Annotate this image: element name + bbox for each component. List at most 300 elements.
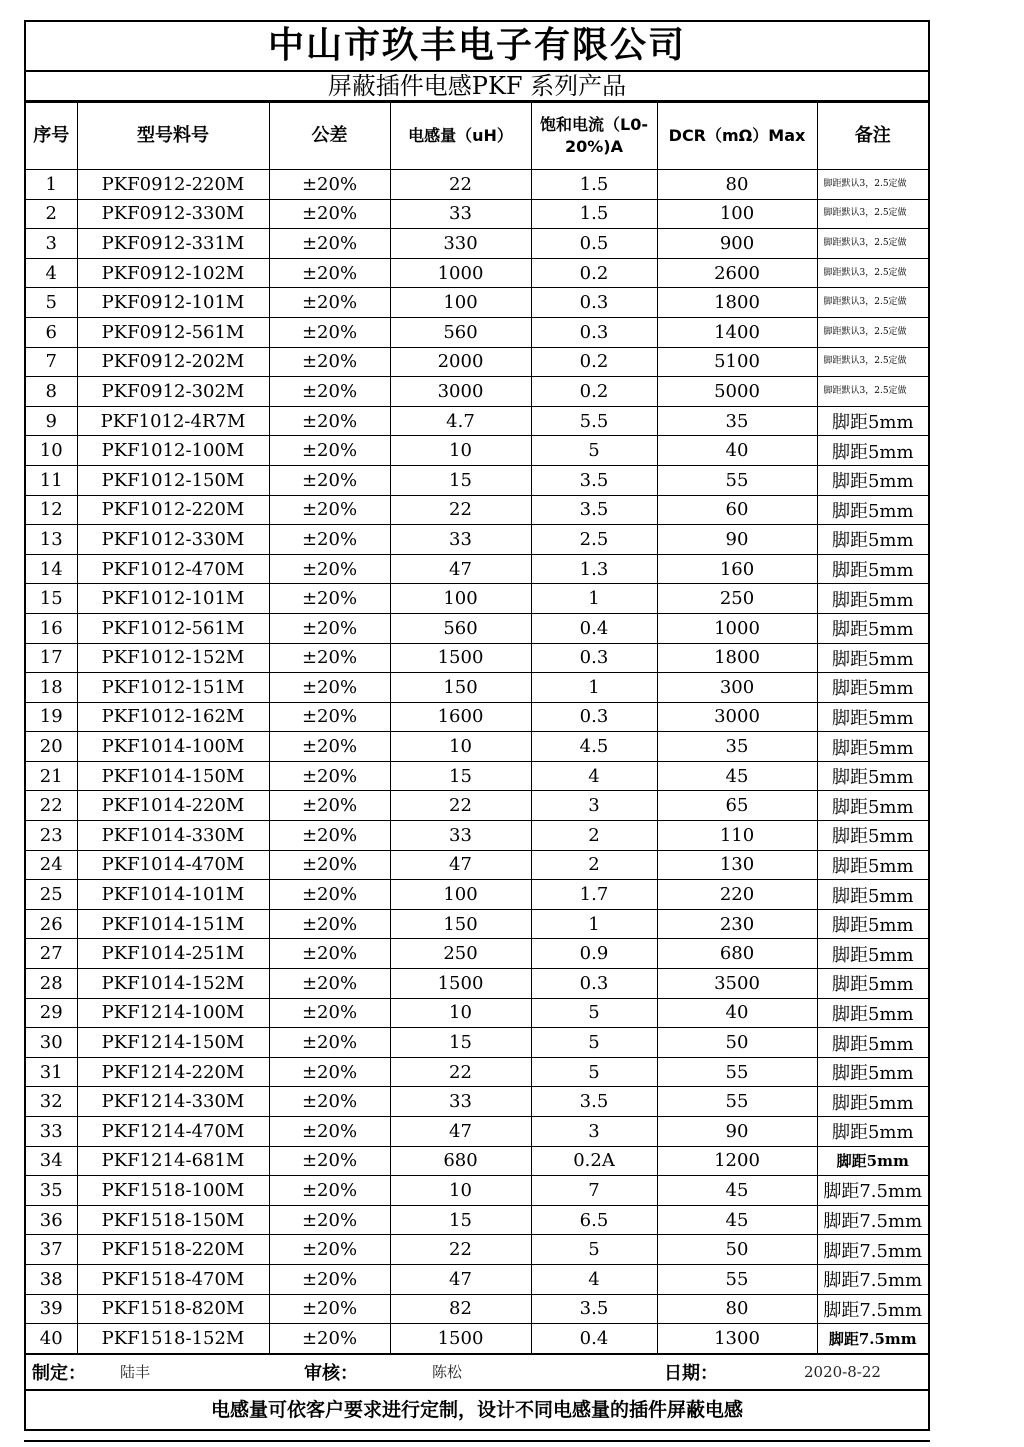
cell-part-number: PKF1014-150M bbox=[77, 761, 269, 791]
cell-part-number: PKF1012-4R7M bbox=[77, 406, 269, 436]
cell-row-number: 19 bbox=[26, 702, 77, 732]
cell-inductance: 150 bbox=[390, 673, 531, 703]
cell-part-number: PKF1014-251M bbox=[77, 939, 269, 969]
cell-saturation-current: 4 bbox=[531, 1264, 657, 1294]
header-part: 型号料号 bbox=[77, 103, 269, 170]
customization-note: 电感量可依客户要求进行定制，设计不同电感量的插件屏蔽电感 bbox=[26, 1391, 928, 1431]
cell-part-number: PKF1214-681M bbox=[77, 1146, 269, 1176]
cell-saturation-current: 0.3 bbox=[531, 643, 657, 673]
cell-tolerance: ±20% bbox=[269, 732, 390, 762]
cell-inductance: 47 bbox=[390, 1264, 531, 1294]
cell-inductance: 33 bbox=[390, 1087, 531, 1117]
header-no: 序号 bbox=[26, 103, 77, 170]
cell-inductance: 10 bbox=[390, 436, 531, 466]
cell-inductance: 47 bbox=[390, 1117, 531, 1147]
cell-inductance: 100 bbox=[390, 880, 531, 910]
cell-row-number: 4 bbox=[26, 258, 77, 288]
cell-row-number: 34 bbox=[26, 1146, 77, 1176]
cell-saturation-current: 1.7 bbox=[531, 880, 657, 910]
cell-saturation-current: 0.2 bbox=[531, 347, 657, 377]
table-row bbox=[26, 1235, 928, 1265]
cell-row-number: 36 bbox=[26, 1205, 77, 1235]
cell-saturation-current: 5 bbox=[531, 998, 657, 1028]
cell-row-number: 7 bbox=[26, 347, 77, 377]
cell-tolerance: ±20% bbox=[269, 1176, 390, 1206]
cell-tolerance: ±20% bbox=[269, 377, 390, 407]
cell-tolerance: ±20% bbox=[269, 1324, 390, 1354]
made-by-value: 陆丰 bbox=[120, 1363, 151, 1382]
cell-tolerance: ±20% bbox=[269, 909, 390, 939]
cell-row-number: 37 bbox=[26, 1235, 77, 1265]
table-row bbox=[26, 525, 928, 555]
cell-dcr-max: 1200 bbox=[657, 1146, 817, 1176]
cell-note: 脚距5mm bbox=[817, 909, 928, 939]
cell-inductance: 15 bbox=[390, 465, 531, 495]
table-row bbox=[26, 377, 928, 407]
cell-saturation-current: 3 bbox=[531, 1117, 657, 1147]
table-row bbox=[26, 761, 928, 791]
header-inductance: 电感量（uH） bbox=[390, 103, 531, 170]
table-row bbox=[26, 465, 928, 495]
cell-note: 脚距5mm bbox=[817, 998, 928, 1028]
cell-inductance: 560 bbox=[390, 613, 531, 643]
cell-part-number: PKF1012-152M bbox=[77, 643, 269, 673]
cell-note: 脚距5mm bbox=[817, 880, 928, 910]
cell-inductance: 3000 bbox=[390, 377, 531, 407]
cell-note: 脚距5mm bbox=[817, 761, 928, 791]
cell-dcr-max: 3000 bbox=[657, 702, 817, 732]
header-saturation-current: 饱和电流（L0-20%)A bbox=[531, 103, 657, 170]
cell-tolerance: ±20% bbox=[269, 584, 390, 614]
cell-tolerance: ±20% bbox=[269, 702, 390, 732]
cell-inductance: 47 bbox=[390, 554, 531, 584]
reviewed-by-value: 陈松 bbox=[432, 1363, 463, 1382]
cell-tolerance: ±20% bbox=[269, 406, 390, 436]
cell-part-number: PKF1214-220M bbox=[77, 1057, 269, 1087]
cell-inductance: 1000 bbox=[390, 258, 531, 288]
cell-dcr-max: 90 bbox=[657, 1117, 817, 1147]
cell-part-number: PKF0912-330M bbox=[77, 199, 269, 229]
cell-dcr-max: 100 bbox=[657, 199, 817, 229]
cell-dcr-max: 900 bbox=[657, 229, 817, 259]
cell-part-number: PKF1014-330M bbox=[77, 821, 269, 851]
cell-saturation-current: 0.3 bbox=[531, 288, 657, 318]
cell-part-number: PKF1012-101M bbox=[77, 584, 269, 614]
cell-part-number: PKF1518-152M bbox=[77, 1324, 269, 1354]
cell-tolerance: ±20% bbox=[269, 1294, 390, 1324]
cell-saturation-current: 0.4 bbox=[531, 1324, 657, 1354]
cell-dcr-max: 80 bbox=[657, 170, 817, 200]
cell-saturation-current: 3.5 bbox=[531, 1294, 657, 1324]
cell-row-number: 20 bbox=[26, 732, 77, 762]
cell-part-number: PKF1214-330M bbox=[77, 1087, 269, 1117]
cell-row-number: 10 bbox=[26, 436, 77, 466]
cell-tolerance: ±20% bbox=[269, 1117, 390, 1147]
cell-dcr-max: 1400 bbox=[657, 317, 817, 347]
cell-tolerance: ±20% bbox=[269, 347, 390, 377]
cell-row-number: 33 bbox=[26, 1117, 77, 1147]
cell-note: 脚距5mm bbox=[817, 791, 928, 821]
table-row bbox=[26, 998, 928, 1028]
cell-tolerance: ±20% bbox=[269, 1235, 390, 1265]
cell-dcr-max: 50 bbox=[657, 1028, 817, 1058]
cell-saturation-current: 6.5 bbox=[531, 1205, 657, 1235]
cell-tolerance: ±20% bbox=[269, 761, 390, 791]
cell-inductance: 2000 bbox=[390, 347, 531, 377]
cell-part-number: PKF1014-101M bbox=[77, 880, 269, 910]
table-row bbox=[26, 229, 928, 259]
cell-note: 脚距7.5mm bbox=[817, 1294, 928, 1324]
cell-note: 脚距5mm bbox=[817, 969, 928, 999]
made-by-label: 制定： bbox=[32, 1362, 86, 1384]
cell-part-number: PKF1214-470M bbox=[77, 1117, 269, 1147]
cell-inductance: 22 bbox=[390, 1057, 531, 1087]
table-row bbox=[26, 791, 928, 821]
cell-inductance: 4.7 bbox=[390, 406, 531, 436]
cell-saturation-current: 3.5 bbox=[531, 495, 657, 525]
cell-dcr-max: 55 bbox=[657, 1087, 817, 1117]
cell-part-number: PKF1518-470M bbox=[77, 1264, 269, 1294]
cell-inductance: 15 bbox=[390, 761, 531, 791]
cell-note: 脚距7.5mm bbox=[817, 1176, 928, 1206]
cell-saturation-current: 0.5 bbox=[531, 229, 657, 259]
cell-note: 脚距默认3，2.5定做 bbox=[817, 377, 928, 407]
cell-part-number: PKF1012-470M bbox=[77, 554, 269, 584]
company-title: 中山市玖丰电子有限公司 bbox=[26, 22, 928, 72]
table-row bbox=[26, 317, 928, 347]
cell-part-number: PKF0912-102M bbox=[77, 258, 269, 288]
table-row bbox=[26, 821, 928, 851]
cell-dcr-max: 110 bbox=[657, 821, 817, 851]
cell-row-number: 25 bbox=[26, 880, 77, 910]
cell-row-number: 24 bbox=[26, 850, 77, 880]
cell-row-number: 30 bbox=[26, 1028, 77, 1058]
spec-sheet bbox=[24, 20, 930, 1431]
cell-tolerance: ±20% bbox=[269, 880, 390, 910]
cell-inductance: 1500 bbox=[390, 969, 531, 999]
cell-saturation-current: 1.5 bbox=[531, 170, 657, 200]
cell-part-number: PKF1518-220M bbox=[77, 1235, 269, 1265]
cell-note: 脚距5mm bbox=[817, 821, 928, 851]
cell-note: 脚距默认3，2.5定做 bbox=[817, 347, 928, 377]
table-row bbox=[26, 170, 928, 200]
cell-note: 脚距5mm bbox=[817, 554, 928, 584]
cell-part-number: PKF1012-151M bbox=[77, 673, 269, 703]
table-row bbox=[26, 1176, 928, 1206]
cell-saturation-current: 4 bbox=[531, 761, 657, 791]
cell-inductance: 250 bbox=[390, 939, 531, 969]
cell-row-number: 29 bbox=[26, 998, 77, 1028]
table-row bbox=[26, 347, 928, 377]
cell-tolerance: ±20% bbox=[269, 1205, 390, 1235]
cell-tolerance: ±20% bbox=[269, 791, 390, 821]
cell-part-number: PKF1012-150M bbox=[77, 465, 269, 495]
cell-tolerance: ±20% bbox=[269, 317, 390, 347]
cell-row-number: 16 bbox=[26, 613, 77, 643]
cell-inductance: 47 bbox=[390, 850, 531, 880]
cell-dcr-max: 130 bbox=[657, 850, 817, 880]
cell-note: 脚距默认3，2.5定做 bbox=[817, 229, 928, 259]
cell-part-number: PKF0912-302M bbox=[77, 377, 269, 407]
cell-note: 脚距7.5mm bbox=[817, 1205, 928, 1235]
cell-inductance: 680 bbox=[390, 1146, 531, 1176]
cell-dcr-max: 90 bbox=[657, 525, 817, 555]
cell-saturation-current: 5 bbox=[531, 1235, 657, 1265]
cell-tolerance: ±20% bbox=[269, 673, 390, 703]
cell-note: 脚距5mm bbox=[817, 465, 928, 495]
cell-row-number: 6 bbox=[26, 317, 77, 347]
cell-part-number: PKF0912-202M bbox=[77, 347, 269, 377]
cell-part-number: PKF0912-331M bbox=[77, 229, 269, 259]
cell-saturation-current: 7 bbox=[531, 1176, 657, 1206]
cell-tolerance: ±20% bbox=[269, 229, 390, 259]
cell-dcr-max: 65 bbox=[657, 791, 817, 821]
cell-dcr-max: 300 bbox=[657, 673, 817, 703]
cell-dcr-max: 250 bbox=[657, 584, 817, 614]
cell-tolerance: ±20% bbox=[269, 850, 390, 880]
cell-inductance: 15 bbox=[390, 1028, 531, 1058]
cell-saturation-current: 5.5 bbox=[531, 406, 657, 436]
cell-saturation-current: 0.2 bbox=[531, 377, 657, 407]
cell-part-number: PKF1518-150M bbox=[77, 1205, 269, 1235]
cell-inductance: 22 bbox=[390, 170, 531, 200]
reviewed-by-label: 审核： bbox=[304, 1362, 358, 1384]
cell-part-number: PKF0912-220M bbox=[77, 170, 269, 200]
cell-inductance: 22 bbox=[390, 495, 531, 525]
cell-row-number: 28 bbox=[26, 969, 77, 999]
cell-part-number: PKF0912-561M bbox=[77, 317, 269, 347]
cell-inductance: 10 bbox=[390, 998, 531, 1028]
signature-footer bbox=[26, 1354, 928, 1391]
cell-dcr-max: 55 bbox=[657, 465, 817, 495]
cell-note: 脚距5mm bbox=[817, 525, 928, 555]
table-body bbox=[26, 170, 928, 1354]
cell-saturation-current: 1.3 bbox=[531, 554, 657, 584]
cell-inductance: 1500 bbox=[390, 643, 531, 673]
table-row bbox=[26, 732, 928, 762]
table-row bbox=[26, 584, 928, 614]
cell-dcr-max: 55 bbox=[657, 1264, 817, 1294]
header-note: 备注 bbox=[817, 103, 928, 170]
cell-tolerance: ±20% bbox=[269, 939, 390, 969]
cell-inductance: 100 bbox=[390, 288, 531, 318]
cell-part-number: PKF1012-220M bbox=[77, 495, 269, 525]
table-row bbox=[26, 288, 928, 318]
cell-dcr-max: 50 bbox=[657, 1235, 817, 1265]
cell-tolerance: ±20% bbox=[269, 170, 390, 200]
inductor-spec-table bbox=[26, 102, 928, 1354]
cell-part-number: PKF1014-470M bbox=[77, 850, 269, 880]
table-row bbox=[26, 406, 928, 436]
cell-note: 脚距7.5mm bbox=[817, 1235, 928, 1265]
cell-inductance: 82 bbox=[390, 1294, 531, 1324]
cell-note: 脚距5mm bbox=[817, 643, 928, 673]
cell-row-number: 17 bbox=[26, 643, 77, 673]
cell-saturation-current: 0.3 bbox=[531, 969, 657, 999]
cell-row-number: 23 bbox=[26, 821, 77, 851]
table-row bbox=[26, 436, 928, 466]
cell-row-number: 8 bbox=[26, 377, 77, 407]
cell-dcr-max: 230 bbox=[657, 909, 817, 939]
table-row bbox=[26, 1205, 928, 1235]
cell-note: 脚距5mm bbox=[817, 584, 928, 614]
cell-dcr-max: 35 bbox=[657, 406, 817, 436]
cell-inductance: 22 bbox=[390, 791, 531, 821]
table-row bbox=[26, 199, 928, 229]
cell-dcr-max: 5000 bbox=[657, 377, 817, 407]
cell-note: 脚距5mm bbox=[817, 436, 928, 466]
cell-inductance: 100 bbox=[390, 584, 531, 614]
cell-saturation-current: 3.5 bbox=[531, 1087, 657, 1117]
table-row bbox=[26, 258, 928, 288]
cell-note: 脚距5mm bbox=[817, 1057, 928, 1087]
cell-dcr-max: 40 bbox=[657, 998, 817, 1028]
cell-tolerance: ±20% bbox=[269, 465, 390, 495]
cell-row-number: 40 bbox=[26, 1324, 77, 1354]
cell-tolerance: ±20% bbox=[269, 525, 390, 555]
cell-saturation-current: 5 bbox=[531, 1057, 657, 1087]
cell-part-number: PKF1518-100M bbox=[77, 1176, 269, 1206]
cell-row-number: 9 bbox=[26, 406, 77, 436]
cell-row-number: 12 bbox=[26, 495, 77, 525]
cell-row-number: 5 bbox=[26, 288, 77, 318]
cell-note: 脚距5mm bbox=[817, 732, 928, 762]
cell-inductance: 330 bbox=[390, 229, 531, 259]
cell-dcr-max: 35 bbox=[657, 732, 817, 762]
cell-row-number: 39 bbox=[26, 1294, 77, 1324]
cell-note: 脚距5mm bbox=[817, 495, 928, 525]
date-value: 2020-8-22 bbox=[804, 1362, 881, 1381]
cell-row-number: 38 bbox=[26, 1264, 77, 1294]
cell-saturation-current: 0.2A bbox=[531, 1146, 657, 1176]
cell-inductance: 1500 bbox=[390, 1324, 531, 1354]
cell-dcr-max: 1000 bbox=[657, 613, 817, 643]
cell-note: 脚距默认3，2.5定做 bbox=[817, 199, 928, 229]
cell-saturation-current: 0.4 bbox=[531, 613, 657, 643]
cell-note: 脚距默认3，2.5定做 bbox=[817, 288, 928, 318]
cell-row-number: 31 bbox=[26, 1057, 77, 1087]
table-row bbox=[26, 1264, 928, 1294]
cell-dcr-max: 160 bbox=[657, 554, 817, 584]
cell-row-number: 11 bbox=[26, 465, 77, 495]
table-row bbox=[26, 495, 928, 525]
cell-note: 脚距5mm bbox=[817, 673, 928, 703]
cell-note: 脚距5mm bbox=[817, 1146, 928, 1176]
table-row bbox=[26, 909, 928, 939]
cell-part-number: PKF1012-561M bbox=[77, 613, 269, 643]
cell-dcr-max: 60 bbox=[657, 495, 817, 525]
cell-note: 脚距默认3，2.5定做 bbox=[817, 170, 928, 200]
cell-tolerance: ±20% bbox=[269, 199, 390, 229]
cell-note: 脚距5mm bbox=[817, 850, 928, 880]
cell-dcr-max: 5100 bbox=[657, 347, 817, 377]
cell-inductance: 33 bbox=[390, 821, 531, 851]
table-row bbox=[26, 880, 928, 910]
page-edge-line bbox=[24, 1440, 930, 1442]
cell-inductance: 15 bbox=[390, 1205, 531, 1235]
cell-part-number: PKF1014-220M bbox=[77, 791, 269, 821]
cell-tolerance: ±20% bbox=[269, 1264, 390, 1294]
cell-part-number: PKF1014-152M bbox=[77, 969, 269, 999]
cell-note: 脚距5mm bbox=[817, 613, 928, 643]
cell-part-number: PKF1214-100M bbox=[77, 998, 269, 1028]
table-row bbox=[26, 969, 928, 999]
cell-tolerance: ±20% bbox=[269, 1057, 390, 1087]
cell-tolerance: ±20% bbox=[269, 998, 390, 1028]
cell-inductance: 33 bbox=[390, 199, 531, 229]
cell-part-number: PKF1014-100M bbox=[77, 732, 269, 762]
cell-saturation-current: 1 bbox=[531, 909, 657, 939]
cell-dcr-max: 45 bbox=[657, 1205, 817, 1235]
cell-note: 脚距默认3，2.5定做 bbox=[817, 258, 928, 288]
table-row bbox=[26, 1057, 928, 1087]
cell-row-number: 15 bbox=[26, 584, 77, 614]
cell-inductance: 33 bbox=[390, 525, 531, 555]
table-header-row bbox=[26, 103, 928, 170]
cell-row-number: 26 bbox=[26, 909, 77, 939]
cell-row-number: 13 bbox=[26, 525, 77, 555]
cell-tolerance: ±20% bbox=[269, 495, 390, 525]
cell-saturation-current: 2.5 bbox=[531, 525, 657, 555]
cell-inductance: 1600 bbox=[390, 702, 531, 732]
cell-tolerance: ±20% bbox=[269, 613, 390, 643]
cell-tolerance: ±20% bbox=[269, 643, 390, 673]
cell-dcr-max: 1300 bbox=[657, 1324, 817, 1354]
cell-saturation-current: 1 bbox=[531, 584, 657, 614]
cell-row-number: 14 bbox=[26, 554, 77, 584]
cell-note: 脚距5mm bbox=[817, 1028, 928, 1058]
table-row bbox=[26, 939, 928, 969]
cell-row-number: 3 bbox=[26, 229, 77, 259]
cell-saturation-current: 0.9 bbox=[531, 939, 657, 969]
cell-row-number: 2 bbox=[26, 199, 77, 229]
table-row bbox=[26, 850, 928, 880]
cell-dcr-max: 220 bbox=[657, 880, 817, 910]
table-row bbox=[26, 702, 928, 732]
table-row bbox=[26, 1146, 928, 1176]
cell-saturation-current: 2 bbox=[531, 821, 657, 851]
table-row bbox=[26, 1294, 928, 1324]
cell-saturation-current: 5 bbox=[531, 436, 657, 466]
cell-tolerance: ±20% bbox=[269, 969, 390, 999]
cell-row-number: 35 bbox=[26, 1176, 77, 1206]
cell-part-number: PKF1012-330M bbox=[77, 525, 269, 555]
cell-row-number: 27 bbox=[26, 939, 77, 969]
cell-saturation-current: 5 bbox=[531, 1028, 657, 1058]
cell-tolerance: ±20% bbox=[269, 821, 390, 851]
product-series-title: 屏蔽插件电感PKF 系列产品 bbox=[26, 72, 928, 102]
table-row bbox=[26, 613, 928, 643]
cell-row-number: 18 bbox=[26, 673, 77, 703]
cell-saturation-current: 4.5 bbox=[531, 732, 657, 762]
table-row bbox=[26, 673, 928, 703]
cell-tolerance: ±20% bbox=[269, 1146, 390, 1176]
cell-part-number: PKF1012-162M bbox=[77, 702, 269, 732]
table-row bbox=[26, 1117, 928, 1147]
cell-note: 脚距5mm bbox=[817, 939, 928, 969]
cell-row-number: 1 bbox=[26, 170, 77, 200]
cell-tolerance: ±20% bbox=[269, 1028, 390, 1058]
table-row bbox=[26, 643, 928, 673]
date-label: 日期： bbox=[664, 1362, 718, 1384]
cell-saturation-current: 3.5 bbox=[531, 465, 657, 495]
cell-row-number: 21 bbox=[26, 761, 77, 791]
table-row bbox=[26, 1324, 928, 1354]
cell-dcr-max: 40 bbox=[657, 436, 817, 466]
cell-saturation-current: 0.2 bbox=[531, 258, 657, 288]
cell-note: 脚距7.5mm bbox=[817, 1264, 928, 1294]
cell-tolerance: ±20% bbox=[269, 554, 390, 584]
